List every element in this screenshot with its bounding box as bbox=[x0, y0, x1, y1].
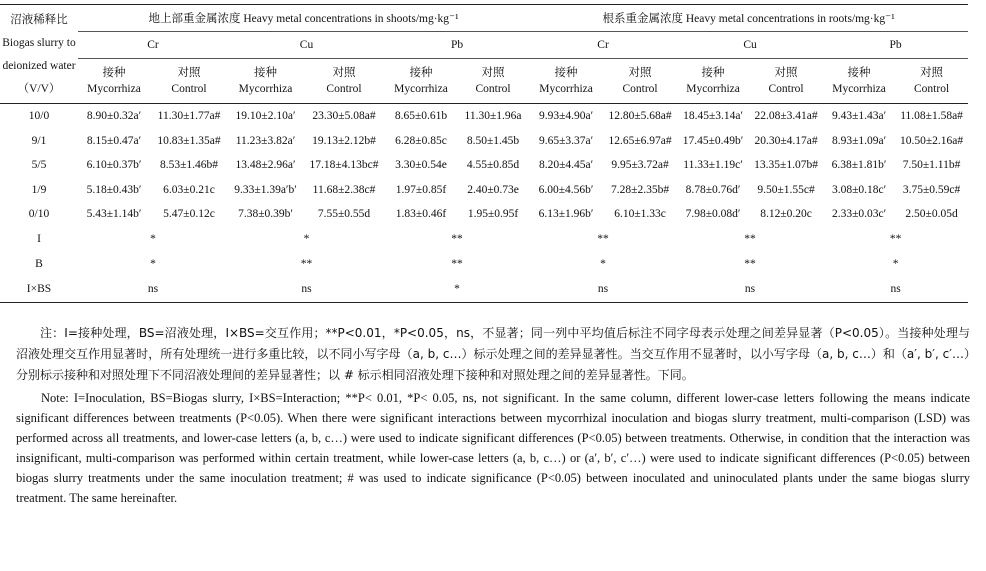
ratio-cell: 0/10 bbox=[28, 208, 50, 221]
value-cell: 7.55±0.55d bbox=[317, 208, 371, 221]
value-cell: 11.30±1.96a bbox=[464, 110, 522, 123]
value-cell: 13.48±2.96a′ bbox=[235, 159, 296, 172]
value-cell: 9.95±3.72a# bbox=[611, 159, 669, 172]
shoots-header: 地上部重金属浓度 Heavy metal concentrations in shoots/mg·kg⁻¹ bbox=[78, 5, 529, 32]
stats-cell: ** bbox=[889, 233, 902, 245]
value-cell: 9.93±4.90a′ bbox=[538, 110, 594, 123]
value-cell: 1.97±0.85f bbox=[395, 183, 447, 196]
control-header: 对照 Control bbox=[768, 67, 804, 95]
value-cell: 8.15±0.47a′ bbox=[86, 134, 142, 147]
value-cell: 11.08±1.58a# bbox=[900, 110, 963, 123]
inoculation-header: 接种 Mycorrhiza bbox=[832, 67, 886, 95]
value-cell: 7.28±2.35b# bbox=[611, 183, 670, 196]
value-cell: 8.12±0.20c bbox=[760, 208, 812, 221]
table-row bbox=[0, 104, 968, 129]
control-header: 对照 Control bbox=[914, 67, 950, 95]
value-cell: 18.45±3.14a′ bbox=[683, 110, 744, 123]
value-cell: 1.83±0.46f bbox=[395, 208, 447, 221]
value-cell: 9.43±1.43a′ bbox=[831, 110, 887, 123]
note-chinese: 注：I=接种处理，BS=沼液处理，I×BS=交互作用；**P<0.01，*P<0.05，ns，不显著；同一列中平均值后标注不同字母表示处理之间差异显著（P<0.05）。当接种处理与沼液处理交互作用显著时，所有处理统一进行多重比较，以不同小写字母（a, b, c…）标示处理之间的差异显著性。当交互作用不显著时，以小写字母（a, b, c…）和（a′, b′, c′…）分别标示接种和对照处理下不同沼液处理间的差异显著性；以 # 标示相同沼液处理下接种和对照处理之间的差异显著性。下同。 bbox=[16, 326, 970, 382]
metal-header: Cu bbox=[228, 32, 385, 59]
inoculation-header: 接种 Mycorrhiza bbox=[394, 67, 448, 95]
stats-label: I bbox=[37, 233, 41, 245]
value-cell: 3.75±0.59c# bbox=[902, 183, 961, 196]
value-cell: 6.10±0.37b′ bbox=[86, 159, 142, 172]
table-row bbox=[0, 178, 968, 203]
ratio-header: 沼液稀释比 Biogas slurry to deionized water （V/V） bbox=[0, 5, 78, 104]
value-cell: 2.33±0.03c′ bbox=[831, 208, 887, 221]
value-cell: 8.90±0.32a′ bbox=[86, 110, 142, 123]
stats-cell: * bbox=[150, 233, 156, 245]
value-cell: 6.13±1.96b′ bbox=[538, 208, 594, 221]
value-cell: 5.47±0.12c bbox=[163, 208, 215, 221]
header-row-2 bbox=[0, 32, 968, 59]
value-cell: 6.38±1.81b′ bbox=[831, 159, 887, 172]
metal-header: Cr bbox=[529, 32, 677, 59]
value-cell: 5.43±1.14b′ bbox=[86, 208, 142, 221]
value-cell: 2.40±0.73e bbox=[467, 183, 519, 196]
value-cell: 23.30±5.08a# bbox=[312, 110, 376, 123]
stats-row bbox=[0, 252, 968, 277]
value-cell: 2.50±0.05d bbox=[905, 208, 958, 221]
ratio-cell: 1/9 bbox=[31, 183, 47, 196]
value-cell: 6.10±1.33c bbox=[614, 208, 666, 221]
value-cell: 5.18±0.43b′ bbox=[86, 183, 142, 196]
value-cell: 6.00±4.56b′ bbox=[538, 183, 594, 196]
value-cell: 8.50±1.45b bbox=[466, 134, 520, 147]
metal-header: Pb bbox=[823, 32, 968, 59]
value-cell: 9.50±1.55c# bbox=[757, 183, 815, 196]
stats-cell: ** bbox=[451, 258, 463, 270]
stats-row bbox=[0, 277, 968, 303]
value-cell: 3.30±0.54e bbox=[395, 159, 447, 172]
stats-cell: ** bbox=[744, 233, 756, 245]
stats-label: B bbox=[35, 258, 43, 270]
value-cell: 10.83±1.35a# bbox=[157, 134, 221, 147]
stats-label: I×BS bbox=[26, 283, 52, 295]
value-cell: 6.28±0.85c bbox=[395, 134, 447, 147]
metal-header: Cr bbox=[78, 32, 228, 59]
value-cell: 12.65±6.97a# bbox=[608, 134, 672, 147]
value-cell: 8.53±1.46b# bbox=[159, 159, 219, 172]
value-cell: 22.08±3.41a# bbox=[754, 110, 818, 123]
stats-cell: * bbox=[150, 258, 156, 270]
header-row-1 bbox=[0, 5, 968, 32]
stats-cell: * bbox=[303, 233, 310, 245]
value-cell: 19.13±2.12b# bbox=[312, 134, 376, 147]
metal-header: Cu bbox=[677, 32, 823, 59]
inoculation-header: 接种 Mycorrhiza bbox=[87, 67, 141, 95]
stats-cell: ns bbox=[147, 283, 159, 295]
value-cell: 11.68±2.38c# bbox=[312, 183, 376, 196]
value-cell: 8.65±0.61b bbox=[394, 110, 448, 123]
value-cell: 6.03±0.21c bbox=[163, 183, 215, 196]
inoculation-header: 接种 Mycorrhiza bbox=[539, 67, 593, 95]
value-cell: 8.78±0.76d′ bbox=[685, 183, 741, 196]
value-cell: 7.50±1.11b# bbox=[902, 159, 961, 172]
value-cell: 12.80±5.68a# bbox=[608, 110, 672, 123]
results-table bbox=[0, 4, 968, 303]
value-cell: 8.93±1.09a′ bbox=[831, 134, 887, 147]
value-cell: 10.50±2.16a# bbox=[899, 134, 964, 147]
inoculation-header: 接种 Mycorrhiza bbox=[238, 67, 293, 95]
stats-row bbox=[0, 227, 968, 252]
control-header: 对照 Control bbox=[171, 67, 207, 95]
inoculation-header: 接种 Mycorrhiza bbox=[686, 67, 740, 95]
stats-cell: * bbox=[454, 283, 460, 295]
ratio-cell: 9/1 bbox=[31, 134, 47, 147]
value-cell: 3.08±0.18c′ bbox=[831, 183, 887, 196]
value-cell: 7.38±0.39b′ bbox=[238, 208, 293, 221]
value-cell: 13.35±1.07b# bbox=[754, 159, 818, 172]
value-cell: 20.30±4.17a# bbox=[754, 134, 818, 147]
table-notes bbox=[16, 323, 970, 508]
metal-header: Pb bbox=[385, 32, 529, 59]
value-cell: 9.65±3.37a′ bbox=[538, 134, 594, 147]
value-cell: 7.98±0.08d′ bbox=[685, 208, 741, 221]
stats-cell: ns bbox=[597, 283, 609, 295]
stats-cell: ** bbox=[451, 233, 463, 245]
value-cell: 4.55±0.85d bbox=[466, 159, 520, 172]
roots-header: 根系重金属浓度 Heavy metal concentrations in roots/mg·kg⁻¹ bbox=[529, 5, 968, 32]
stats-cell: ns bbox=[301, 283, 312, 295]
table-row bbox=[0, 129, 968, 154]
note-english: Note: I=Inoculation, BS=Biogas slurry, I×BS=Interaction; **P< 0.01, *P< 0.05, ns, not significant. In the same column, different lower-case letters following the means indicate significant differences between treatments (P<0.05). When there were significant interactions between mycorrhizal inoculation and biogas slurry treatment, multi-comparison (LSD) was performed across all treatments, and lower-case letters (a, b, c…) were used to indicate significant differences (P<0.05) between treatments. Otherwise, in condition that the interaction was insignificant, multi-comparison was performed within certain treatment, while lower-case letters (a, b, c…) or (a′, b′, c′…) were used to indicate significant differences (P<0.05) between biogas slurry treatments under the same inoculation treatment; # was used to indicate significance (P<0.05) between inoculated and uninoculated plants under the same biogas slurry treatment. The same hereinafter. bbox=[16, 391, 970, 505]
value-cell: 1.95±0.95f bbox=[467, 208, 519, 221]
value-cell: 11.23±3.82a′ bbox=[235, 134, 296, 147]
control-header: 对照 Control bbox=[475, 67, 511, 95]
value-cell: 19.10±2.10a′ bbox=[235, 110, 296, 123]
table-row bbox=[0, 202, 968, 227]
stats-cell: ** bbox=[744, 258, 756, 270]
stats-cell: ns bbox=[744, 283, 756, 295]
stats-cell: ** bbox=[597, 233, 609, 245]
value-cell: 11.30±1.77a# bbox=[157, 110, 221, 123]
stats-cell: * bbox=[600, 258, 606, 270]
ratio-cell: 10/0 bbox=[28, 110, 50, 123]
control-header: 对照 Control bbox=[326, 67, 362, 95]
header-row-3 bbox=[0, 59, 968, 104]
table-row bbox=[0, 153, 968, 178]
value-cell: 9.33±1.39a′b′ bbox=[234, 183, 297, 196]
stats-cell: ns bbox=[890, 283, 901, 295]
stats-cell: * bbox=[892, 258, 899, 270]
value-cell: 11.33±1.19c′ bbox=[683, 159, 743, 172]
ratio-cell: 5/5 bbox=[31, 159, 47, 172]
stats-cell: ** bbox=[300, 258, 313, 270]
value-cell: 17.45±0.49b′ bbox=[682, 134, 744, 147]
value-cell: 8.20±4.45a′ bbox=[538, 159, 594, 172]
control-header: 对照 Control bbox=[622, 67, 658, 95]
value-cell: 17.18±4.13bc# bbox=[309, 159, 379, 172]
